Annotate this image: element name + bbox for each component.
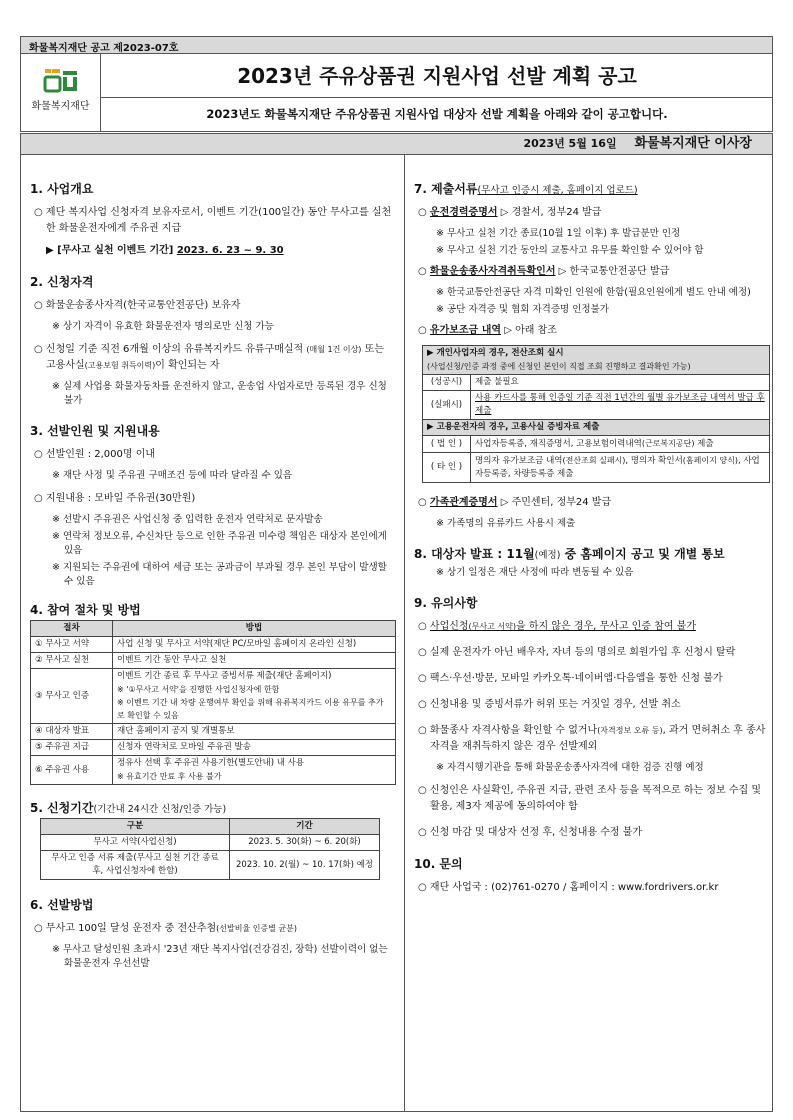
table-row: ② 무사고 실천 이벤트 기간 동안 무사고 실천	[31, 653, 396, 669]
table-row: (실패시) 사용 카드사를 통해 인증일 기준 직전 1년간의 월별 유가보조금 내역서 발급 후 제출	[423, 391, 770, 420]
s6-note1: ※ 무사고 달성인원 초과시 '23년 재단 복지사업(건강검진, 장학) 선발이력이 없는 화물운전자 우선선발	[52, 944, 388, 969]
procedure-table: 절차 방법 ① 무사고 서약 사업 신청 및 무사고 서약(재단 PC/모바일 홈페이지 온라인 신청) ② 무사고 실천 이벤트 기간 동안 무사고 실천 ③ 무사고 인증 이벤트 기간 종료 후 무사고 증빙서류 제출(재단 홈페이지) ※ '①무사고 서약'을 진행한 사업신청자에 한함 ※ 이벤트 기간 내 차량 운행여부 확인을 위해 유류복지카드 이용 유무를 추가로 확인할 수 있음 ④ 대상자 발표 재단 홈페이지 공지 및 개별통보 ⑤ 주유권 지급 신청자 연락처로 모바일 주유권 발송 ⑥ 주유권 사용 정유사 선택 후 주유권 사용기한(별도안내) 내 사용 ※ 유효기간 만료 후 사용 불가	[30, 620, 396, 785]
section-1-title: 1. 사업개요	[30, 182, 94, 196]
section-8-title: 8. 대상자 발표 : 11월(예정) 중 홈페이지 공고 및 개별 통보	[414, 547, 725, 561]
s7-doc1: ○ 운전경력증명서 ▷ 경찰서, 정부24 발급	[418, 207, 602, 218]
table-row: 무사고 인증 서류 제출(무사고 실천 기간 종료 후, 사업신청자에 한함) 2023. 10. 2(월) ~ 10. 17(화) 예정	[41, 851, 380, 880]
s7-note4: ※ 공단 자격증 및 협회 자격증명 인정불가	[436, 304, 609, 315]
s3-item2: ○ 지원내용 : 모바일 주유권(30만원)	[34, 493, 196, 504]
s3-note2: ※ 선발시 주유권은 사업신청 중 입력한 운전자 연락처로 문자발송	[52, 514, 323, 525]
s7-note1: ※ 무사고 실천 기간 종료(10월 1일 이후) 후 발급분만 인정	[436, 228, 681, 239]
s3-note1: ※ 재단 사정 및 주유권 구매조건 등에 따라 달라질 수 있음	[52, 470, 293, 481]
table-row: ⑤ 주유권 지급 신청자 연락처로 모바일 주유권 발송	[31, 740, 396, 756]
s9-item4: ○ 신청내용 및 증빙서류가 허위 또는 거짓일 경우, 선발 취소	[418, 699, 681, 710]
s6-item1: ○ 무사고 100일 달성 운전자 중 전산추첨(선발비율 인증별 균분)	[34, 923, 298, 934]
section-5-title: 5. 신청기간(기간내 24시간 신청/인증 가능)	[30, 801, 227, 815]
table-row: ① 무사고 서약 사업 신청 및 무사고 서약(재단 PC/모바일 홈페이지 온라인 신청)	[31, 637, 396, 653]
s7-doc3: ○ 유가보조금 내역 ▷ 아래 참조	[418, 325, 557, 336]
page-title: 2023년 주유상품권 지원사업 선발 계획 공고	[101, 54, 773, 98]
s7-note3: ※ 한국교통안전공단 자격 미확인 인원에 한함(필요인원에게 별도 안내 예정)	[436, 287, 751, 298]
table-row: ( 타 인 ) 명의자 유가보조금 내역(전산조회 실패시), 명의자 확인서(홈페이지 양식), 사업자등록증, 차량등록증 제출	[423, 453, 770, 483]
left-column	[30, 170, 396, 974]
s1-period: ▶ [무사고 실천 이벤트 기간] 2023. 6. 23 ~ 9. 30	[46, 245, 284, 256]
s8-note1: ※ 상기 일정은 재단 사정에 따라 변동될 수 있음	[436, 567, 634, 578]
s3-note3: ※ 연락처 정보오류, 수신차단 등으로 인한 주유권 미수령 책임은 대상자 본인에게 있음	[52, 531, 387, 556]
s9-item1: ○ 사업신청(무사고 서약)을 하지 않은 경우, 무사고 인증 참여 불가	[418, 621, 696, 632]
period-table: 구분 기간 무사고 서약(사업신청) 2023. 5. 30(화) ~ 6. 20(화) 무사고 인증 서류 제출(무사고 실천 기간 종료 후, 사업신청자에 한함) 2023. 10. 2(월) ~ 10. 17(화) 예정	[40, 818, 380, 880]
s7-note5: ※ 가족명의 유류카드 사용시 제출	[436, 518, 576, 529]
s1-period-value: 2023. 6. 23 ~ 9. 30	[176, 245, 284, 256]
column-divider	[404, 155, 405, 1112]
logo-name: 화물복지재단	[31, 101, 90, 112]
s9-item3: ○ 팩스·우선·방문, 모바일 카카오톡·네이버앱·다음앱을 통한 신청 불가	[418, 673, 723, 684]
s1-item: ○ 제단 복지사업 신청자격 보유자로서, 이벤트 기간(100일간) 동안 무사고를 실천한 화물운전자에게 주유권 지급	[34, 207, 392, 234]
table-row: 무사고 서약(사업신청) 2023. 5. 30(화) ~ 6. 20(화)	[41, 835, 380, 851]
section-2-title: 2. 신청자격	[30, 275, 94, 289]
s9-item5: ○ 화물종사 자격사항을 확인할 수 없거나(자격정보 오류 등), 과거 면허취소 후 종사자격을 재취득하지 않은 경우 선발제외	[418, 725, 766, 752]
s3-note4: ※ 지원되는 주유권에 대하여 세금 또는 공과금이 부과될 경우 본인 부담이 발생할 수 있음	[52, 562, 387, 587]
section-6-title: 6. 선발방법	[30, 898, 94, 912]
section-10-title: 10. 문의	[414, 857, 463, 871]
s7-note2: ※ 무사고 실천 기간 동안의 교통사고 유무를 확인할 수 있어야 함	[436, 245, 704, 256]
foundation-logo-icon	[43, 67, 79, 93]
s10-contact: ○ 재단 사업국 : (02)761-0270 / 홈페이지 : www.fordrivers.or.kr	[418, 882, 719, 893]
page-subtitle: 2023년도 화물복지재단 주유상품권 지원사업 대상자 선발 계획을 아래와 같이 공고합니다.	[206, 107, 668, 121]
section-9-title: 9. 유의사항	[414, 596, 478, 610]
announcement-number: 화물복지재단 공고 제2023-07호	[20, 36, 773, 54]
table-row: ③ 무사고 인증 이벤트 기간 종료 후 무사고 증빙서류 제출(재단 홈페이지) ※ '①무사고 서약'을 진행한 사업신청자에 한함 ※ 이벤트 기간 내 차량 운행여부 확인을 위해 유류복지카드 이용 유무를 추가로 확인할 수 있음	[31, 669, 396, 724]
table-row: ④ 대상자 발표 재단 홈페이지 공지 및 개별통보	[31, 724, 396, 740]
s2-item2: ○ 신청일 기준 직전 6개월 이상의 유류복지카드 유류구매실적 (매월 1건 이상) 또는 고용사실(고용보험 취득이력)이 확인되는 자	[34, 344, 384, 371]
table-row: ⑥ 주유권 사용 정유사 선택 후 주유권 사용기한(별도안내) 내 사용 ※ 유효기간 만료 후 사용 불가	[31, 756, 396, 785]
table-row: (성공시) 제출 불필요	[423, 375, 770, 391]
header	[20, 54, 773, 132]
s3-item1: ○ 선발인원 : 2,000명 이내	[34, 449, 156, 460]
signature: 화물복지재단 이사장	[634, 136, 752, 151]
right-column	[414, 170, 769, 902]
s2-note1: ※ 상기 자격이 유효한 화물운전자 명의로만 신청 가능	[52, 321, 274, 332]
s7-doc2: ○ 화물운송종사자격취득확인서 ▷ 한국교통안전공단 발급	[418, 266, 670, 277]
section-7-title: 7. 제출서류(무사고 인증시 제출, 홈페이지 업로드)	[414, 182, 638, 196]
s9-item6: ○ 신청인은 사실확인, 주유권 지급, 관련 조사 등을 목적으로 하는 정보 수집 및 활용, 제3자 제공에 동의하여야 함	[418, 785, 762, 812]
s9-note1: ※ 자격시행기관을 통해 화물운송종사자격에 대한 검증 진행 예정	[436, 762, 704, 773]
fuel-subsidy-table: ▶ 개인사업자의 경우, 전산조회 실시 (사업신청/인증 과정 중에 신청인 본인이 직접 조회 진행하고 결과확인 가능) (성공시) 제출 불필요 (실패시) 사용 카드사를 통해 인증일 기준 직전 1년간의 월별 유가보조금 내역서 발급 후 제출 ▶ 고용운전자의 경우, 고용사실 증빙자료 제출 ( 법 인 ) 사업자등록증, 재직증명서, 고용보험이력내역(근로복지공단) 제출 ( 타 인 ) 명의자 유가보조금 내역(전산조회 실패시), 명의자 확인서(홈페이지 양식), 사업자등록증, 차량등록증 제출	[422, 345, 770, 483]
s9-item7: ○ 신청 마감 및 대상자 선정 후, 신청내용 수정 불가	[418, 827, 643, 838]
logo	[21, 54, 101, 131]
announce-date: 2023년 5월 16일	[523, 137, 617, 150]
s7-doc4: ○ 가족관계증명서 ▷ 주민센터, 정부24 발급	[418, 497, 612, 508]
section-3-title: 3. 선발인원 및 지원내용	[30, 424, 160, 438]
s2-item1: ○ 화물운송종사자격(한국교통안전공단) 보유자	[34, 300, 241, 311]
section-4-title: 4. 참여 절차 및 방법	[30, 603, 141, 617]
s2-note2: ※ 실제 사업용 화물자동차를 운전하지 않고, 운송업 사업자로만 등록된 경우 신청 불가	[52, 381, 387, 406]
date-signature	[20, 133, 773, 155]
s9-item2: ○ 실제 운전자가 아닌 배우자, 자녀 등의 명의로 회원가입 후 신청시 탈락	[418, 647, 736, 658]
table-row: ( 법 인 ) 사업자등록증, 재직증명서, 고용보험이력내역(근로복지공단) 제출	[423, 436, 770, 453]
